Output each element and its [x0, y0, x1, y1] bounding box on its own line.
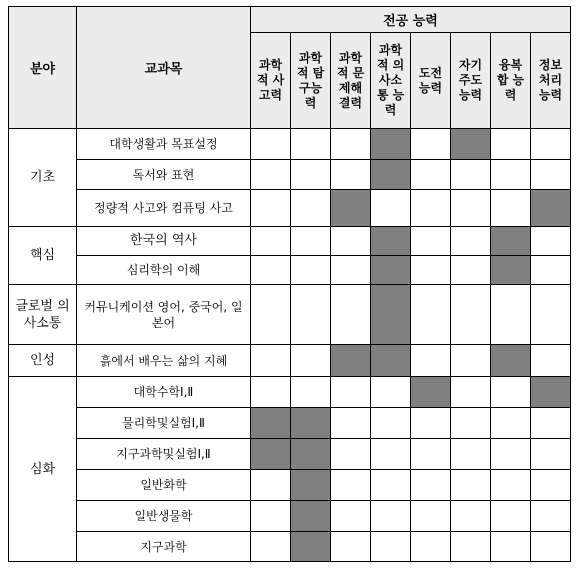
area-header — [9, 7, 77, 129]
competency-mark-filled — [371, 285, 411, 345]
competency-mark-filled — [291, 532, 331, 562]
competency-mark-empty — [491, 129, 531, 160]
competency-mark-empty — [411, 439, 451, 470]
competency-mark-filled — [451, 129, 491, 160]
competency-mark-empty — [451, 470, 491, 501]
competency-mark-empty — [371, 470, 411, 501]
competency-group-header — [251, 7, 571, 33]
competency-mark-empty — [451, 439, 491, 470]
competency-mark-empty — [531, 470, 571, 501]
course-header-label: 교과목 — [144, 62, 183, 77]
course-cell: 물리학및실험Ⅰ,Ⅱ — [77, 408, 251, 439]
course-cell: 독서와 표현 — [77, 160, 251, 190]
competency-mark-filled — [531, 377, 571, 408]
table-row — [9, 470, 571, 501]
competency-mark-empty — [371, 439, 411, 470]
competency-mark-filled — [331, 345, 371, 377]
competency-mark-filled — [491, 345, 531, 377]
course-cell: 흙에서 배우는 삶의 지혜 — [77, 345, 251, 377]
competency-mark-empty — [451, 377, 491, 408]
course-cell: 지구과학 — [77, 532, 251, 562]
table-row — [9, 160, 571, 190]
competency-mark-empty — [411, 345, 451, 377]
course-cell: 정량적 사고와 컴퓨팅 사고 — [77, 190, 251, 227]
competency-mark-filled — [291, 501, 331, 532]
area-cell: 기초 — [9, 129, 77, 227]
competency-mark-empty — [491, 377, 531, 408]
course-cell: 한국의 역사 — [77, 227, 251, 256]
table-row — [9, 377, 571, 408]
competency-mark-empty — [251, 160, 291, 190]
competency-mark-filled — [371, 256, 411, 285]
competency-mark-empty — [371, 501, 411, 532]
competency-mark-empty — [451, 227, 491, 256]
table-row — [9, 227, 571, 256]
competency-mark-filled — [411, 377, 451, 408]
competency-label: 과학 적 의 사소 통 능 력 — [376, 43, 405, 117]
competency-mark-empty — [291, 190, 331, 227]
area-cell: 심화 — [9, 377, 77, 562]
competency-header-3 — [331, 33, 371, 129]
course-cell: 대학수학Ⅰ,Ⅱ — [77, 377, 251, 408]
competency-mark-empty — [491, 190, 531, 227]
table-row — [9, 501, 571, 532]
competency-mark-filled — [251, 408, 291, 439]
competency-mark-empty — [411, 501, 451, 532]
competency-mark-empty — [331, 256, 371, 285]
competency-mark-empty — [531, 439, 571, 470]
competency-header-7 — [491, 33, 531, 129]
competency-mark-empty — [291, 256, 331, 285]
table-row — [9, 256, 571, 285]
area-cell: 핵심 — [9, 227, 77, 285]
course-cell: 일반화학 — [77, 470, 251, 501]
table-row — [9, 190, 571, 227]
competency-table — [8, 6, 571, 562]
course-cell: 지구과학및실험Ⅰ,Ⅱ — [77, 439, 251, 470]
competency-mark-empty — [411, 408, 451, 439]
competency-mark-empty — [411, 160, 451, 190]
competency-mark-empty — [291, 285, 331, 345]
competency-mark-empty — [451, 160, 491, 190]
competency-mark-empty — [291, 129, 331, 160]
competency-mark-empty — [251, 501, 291, 532]
competency-mark-empty — [531, 532, 571, 562]
competency-mark-empty — [331, 227, 371, 256]
table-row — [9, 129, 571, 160]
competency-mark-empty — [331, 532, 371, 562]
competency-mark-empty — [411, 470, 451, 501]
competency-mark-empty — [491, 408, 531, 439]
competency-mark-filled — [291, 408, 331, 439]
competency-mark-empty — [371, 408, 411, 439]
competency-mark-filled — [371, 129, 411, 160]
course-cell: 대학생활과 목표설정 — [77, 129, 251, 160]
competency-mark-empty — [531, 256, 571, 285]
competency-mark-empty — [531, 129, 571, 160]
competency-mark-empty — [331, 439, 371, 470]
table-row — [9, 408, 571, 439]
competency-mark-empty — [451, 285, 491, 345]
table-row — [9, 532, 571, 562]
competency-header-5 — [411, 33, 451, 129]
area-cell: 글로벌 의 사소통 — [9, 285, 77, 345]
competency-mark-empty — [251, 256, 291, 285]
competency-mark-empty — [451, 190, 491, 227]
competency-group-label: 전공 능력 — [383, 14, 438, 29]
competency-mark-empty — [451, 256, 491, 285]
competency-mark-empty — [331, 160, 371, 190]
competency-mark-filled — [491, 256, 531, 285]
competency-label: 과학 적 사 고력 — [256, 58, 285, 102]
competency-mark-empty — [251, 377, 291, 408]
competency-mark-empty — [251, 470, 291, 501]
competency-mark-empty — [331, 377, 371, 408]
competency-mark-empty — [491, 501, 531, 532]
competency-label: 정보 처리 능력 — [538, 58, 563, 102]
competency-mark-empty — [371, 532, 411, 562]
competency-mark-empty — [291, 345, 331, 377]
competency-mark-empty — [371, 377, 411, 408]
table-row — [9, 345, 571, 377]
area-cell: 인성 — [9, 345, 77, 377]
competency-mark-empty — [491, 470, 531, 501]
competency-mark-empty — [331, 501, 371, 532]
competency-mark-filled — [531, 190, 571, 227]
competency-mark-empty — [331, 470, 371, 501]
competency-mark-empty — [411, 227, 451, 256]
competency-mark-filled — [371, 345, 411, 377]
competency-mark-empty — [531, 285, 571, 345]
table-row — [9, 285, 571, 345]
competency-mark-empty — [251, 345, 291, 377]
competency-label: 도전 능력 — [418, 65, 443, 95]
competency-mark-empty — [411, 129, 451, 160]
competency-mark-empty — [251, 190, 291, 227]
competency-mark-empty — [251, 532, 291, 562]
competency-mark-empty — [491, 439, 531, 470]
competency-mark-empty — [331, 285, 371, 345]
competency-mark-empty — [371, 190, 411, 227]
competency-mark-empty — [531, 408, 571, 439]
course-header — [77, 7, 251, 129]
competency-mark-empty — [451, 408, 491, 439]
competency-mark-filled — [371, 227, 411, 256]
competency-mark-empty — [251, 129, 291, 160]
competency-mark-empty — [251, 285, 291, 345]
competency-mark-empty — [531, 227, 571, 256]
competency-mark-filled — [491, 227, 531, 256]
course-cell: 일반생물학 — [77, 501, 251, 532]
competency-header-2 — [291, 33, 331, 129]
competency-mark-empty — [451, 501, 491, 532]
competency-label: 자기 주도 능력 — [458, 58, 483, 102]
competency-mark-empty — [291, 160, 331, 190]
competency-header-4 — [371, 33, 411, 129]
competency-mark-filled — [331, 190, 371, 227]
competency-header-6 — [451, 33, 491, 129]
competency-header-8 — [531, 33, 571, 129]
competency-mark-empty — [251, 227, 291, 256]
competency-mark-filled — [371, 160, 411, 190]
competency-mark-empty — [491, 285, 531, 345]
competency-mark-empty — [531, 501, 571, 532]
competency-mark-filled — [251, 439, 291, 470]
competency-header-1 — [251, 33, 291, 129]
competency-mark-empty — [531, 160, 571, 190]
course-cell: 커뮤니케이션 영어, 중국어, 일 본어 — [77, 285, 251, 345]
competency-mark-empty — [491, 532, 531, 562]
competency-mark-empty — [411, 256, 451, 285]
competency-mark-empty — [451, 532, 491, 562]
competency-mark-empty — [531, 345, 571, 377]
competency-mark-empty — [331, 408, 371, 439]
competency-mark-empty — [491, 160, 531, 190]
competency-mark-empty — [411, 532, 451, 562]
competency-mark-empty — [411, 285, 451, 345]
table-row — [9, 439, 571, 470]
competency-mark-empty — [451, 345, 491, 377]
competency-mark-empty — [411, 190, 451, 227]
competency-mark-filled — [291, 470, 331, 501]
competency-label: 과학 적 탐 구능 력 — [296, 50, 325, 110]
competency-label: 과학 적 문 제해 결력 — [336, 50, 365, 110]
course-cell: 심리학의 이해 — [77, 256, 251, 285]
competency-mark-empty — [291, 227, 331, 256]
competency-mark-empty — [291, 377, 331, 408]
area-header-label: 분야 — [29, 62, 56, 77]
competency-mark-empty — [331, 129, 371, 160]
competency-mark-filled — [291, 439, 331, 470]
competency-label: 융복 합 능 력 — [496, 58, 525, 102]
